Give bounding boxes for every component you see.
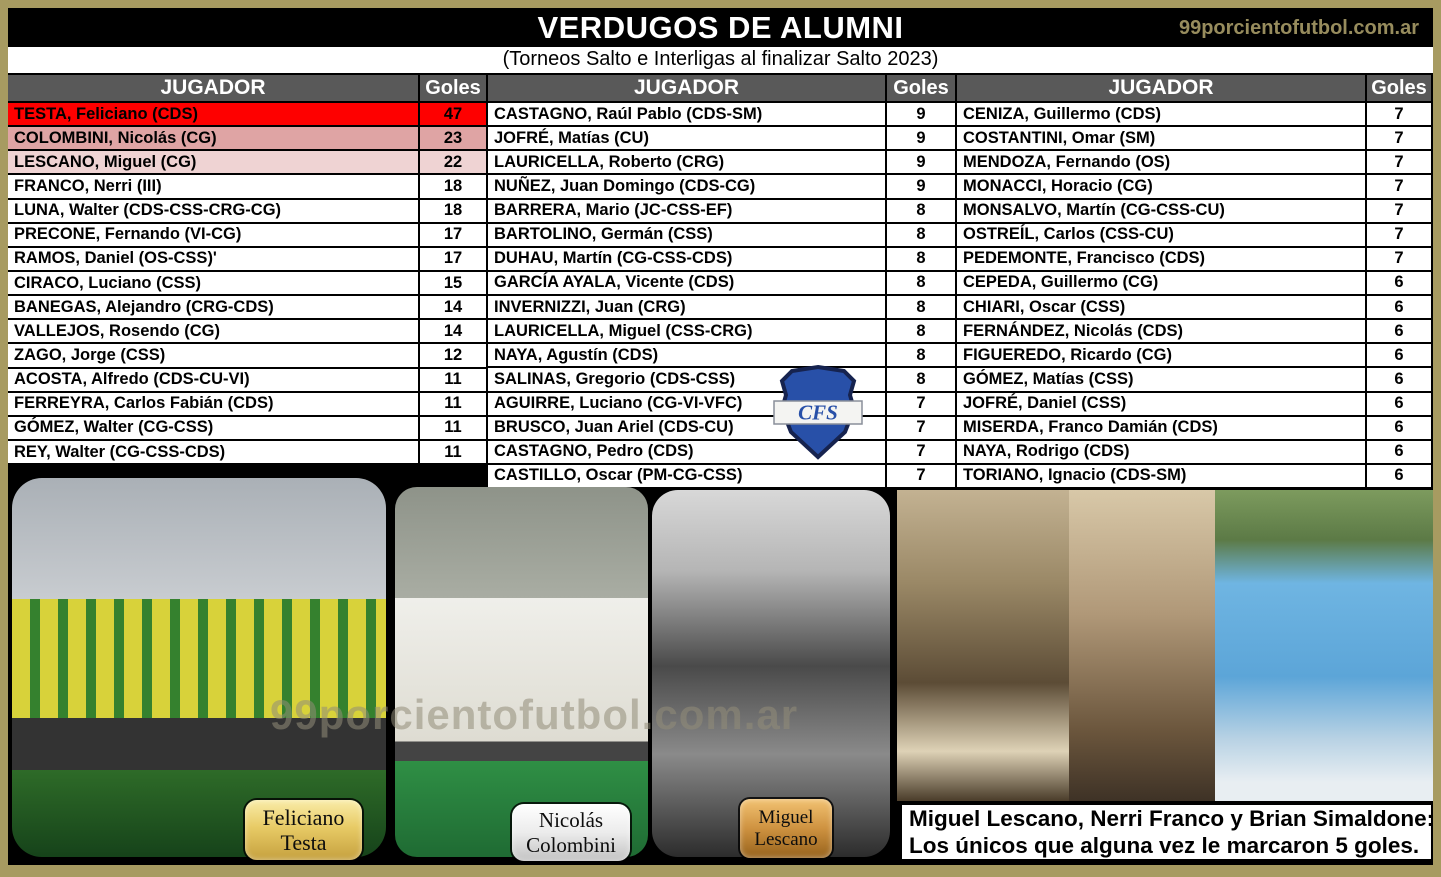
name-plate-lescano	[740, 799, 832, 858]
table-row	[488, 175, 955, 199]
table-row	[957, 441, 1431, 465]
goals-value: 9	[885, 103, 955, 125]
goals-value: 17	[418, 224, 486, 246]
plate-line: Feliciano	[262, 804, 345, 830]
goals-value: 15	[418, 272, 486, 294]
player-name: LESCANO, Miguel (CG)	[8, 151, 418, 173]
player-name: NAYA, Rodrigo (CDS)	[963, 442, 1130, 461]
table-row	[488, 441, 955, 465]
table-row	[957, 248, 1431, 272]
goals-value: 9	[885, 175, 955, 197]
goals-value: 8	[885, 224, 955, 246]
plate-line: Nicolás	[538, 808, 604, 833]
goals-value: 7	[885, 441, 955, 463]
svg-text:CFS: CFS	[798, 400, 838, 425]
player-name: SALINAS, Gregorio (CDS-CSS)	[494, 369, 736, 388]
table-row	[488, 393, 955, 417]
table-row	[957, 103, 1431, 127]
table-row	[957, 344, 1431, 368]
player-name: LAURICELLA, Roberto (CRG)	[494, 152, 725, 171]
table-row	[957, 151, 1431, 175]
player-name: LUNA, Walter (CDS-CSS-CRG-CG)	[14, 201, 282, 220]
player-name: BANEGAS, Alejandro (CRG-CDS)	[14, 297, 274, 316]
table-row	[8, 344, 486, 368]
player-name: PRECONE, Fernando (VI-CG)	[14, 225, 242, 244]
table-row	[488, 200, 955, 224]
player-name: GARCÍA AYALA, Vicente (CDS)	[494, 273, 735, 292]
table-body	[957, 103, 1431, 487]
goals-value: 7	[1365, 127, 1431, 149]
player-name: LAURICELLA, Miguel (CSS-CRG)	[494, 321, 753, 340]
photo-player-with-ball	[1069, 490, 1215, 801]
goals-value: 6	[1365, 368, 1431, 390]
player-column-header: JUGADOR	[633, 76, 739, 99]
player-name: TORIANO, Ignacio (CDS-SM)	[963, 466, 1187, 485]
caption-box	[900, 803, 1433, 861]
table-row	[488, 103, 955, 127]
table-row	[488, 151, 955, 175]
player-name: DUHAU, Martín (CG-CSS-CDS)	[494, 249, 733, 268]
player-name: FIGUEREDO, Ricardo (CG)	[963, 345, 1173, 364]
goals-value: 7	[1365, 103, 1431, 125]
goals-value: 8	[885, 272, 955, 294]
photo-brian-simaldone	[1215, 490, 1433, 801]
table-row	[957, 200, 1431, 224]
player-name: BARTOLINO, Germán (CSS)	[494, 225, 713, 244]
table-row	[957, 368, 1431, 392]
page-title: VERDUGOS DE ALUMNI	[537, 10, 904, 45]
player-name: COSTANTINI, Omar (SM)	[963, 128, 1156, 147]
player-name: CASTAGNO, Pedro (CDS)	[494, 442, 694, 461]
goals-value: 9	[885, 151, 955, 173]
goals-value: 9	[885, 127, 955, 149]
table-row	[8, 441, 486, 463]
goals-value: 8	[885, 344, 955, 366]
table-body	[8, 103, 486, 463]
table-row	[488, 465, 955, 487]
goals-value: 17	[418, 248, 486, 270]
photo-nicolas-colombini	[395, 487, 648, 857]
player-name: VALLEJOS, Rosendo (CG)	[14, 321, 220, 340]
table-row	[488, 224, 955, 248]
scorers-tables	[8, 75, 1433, 487]
player-name: ACOSTA, Alfredo (CDS-CU-VI)	[14, 370, 250, 389]
table-header-row	[8, 75, 486, 103]
goals-value: 12	[418, 344, 486, 366]
table-row	[8, 127, 486, 151]
goals-value: 11	[418, 441, 486, 463]
goals-value: 18	[418, 200, 486, 222]
table-row	[488, 248, 955, 272]
goals-column-header: Goles	[885, 75, 955, 101]
goals-value: 22	[418, 151, 486, 173]
table-row	[957, 296, 1431, 320]
goals-value: 7	[1365, 200, 1431, 222]
table-row	[957, 127, 1431, 151]
goals-value: 7	[1365, 151, 1431, 173]
table-row	[8, 417, 486, 441]
player-name: MISERDA, Franco Damián (CDS)	[963, 418, 1218, 437]
scorers-table-1	[8, 75, 488, 463]
goals-value: 7	[1365, 175, 1431, 197]
goals-value: 6	[1365, 393, 1431, 415]
goals-value: 7	[1365, 248, 1431, 270]
table-row	[957, 272, 1431, 296]
player-name: CEPEDA, Guillermo (CG)	[963, 273, 1159, 292]
goals-value: 11	[418, 369, 486, 391]
table-header-row	[957, 75, 1431, 103]
goals-value: 8	[885, 320, 955, 342]
goals-value: 14	[418, 296, 486, 318]
player-name: CIRACO, Luciano (CSS)	[14, 273, 202, 292]
table-row	[488, 272, 955, 296]
table-row	[488, 417, 955, 441]
goals-value: 8	[885, 248, 955, 270]
player-name: REY, Walter (CG-CSS-CDS)	[14, 442, 226, 461]
table-row	[957, 393, 1431, 417]
player-name: CHIARI, Oscar (CSS)	[963, 297, 1126, 316]
goals-value: 7	[885, 393, 955, 415]
player-name: CENIZA, Guillermo (CDS)	[963, 104, 1162, 123]
player-name: MONSALVO, Martín (CG-CSS-CU)	[963, 201, 1225, 220]
player-name: OSTREÍL, Carlos (CSS-CU)	[963, 225, 1174, 244]
player-name: JOFRÉ, Daniel (CSS)	[963, 394, 1127, 413]
scorers-table-3	[957, 75, 1433, 487]
photo-watermark: 99porcientofutbol.com.ar	[270, 691, 799, 738]
table-row	[957, 224, 1431, 248]
plate-line: Lescano	[754, 828, 818, 850]
goals-value: 23	[418, 127, 486, 149]
subtitle-band	[8, 47, 1433, 75]
table-row	[8, 393, 486, 417]
player-name: CASTILLO, Oscar (PM-CG-CSS)	[494, 466, 743, 485]
player-name: RAMOS, Daniel (OS-CSS)'	[14, 249, 217, 268]
goals-value: 7	[885, 417, 955, 439]
player-name: GÓMEZ, Walter (CG-CSS)	[14, 418, 214, 437]
table-row	[957, 417, 1431, 441]
table-row	[8, 175, 486, 199]
goals-value: 6	[1365, 296, 1431, 318]
table-row	[8, 369, 486, 393]
goals-value: 11	[418, 393, 486, 415]
player-name: MENDOZA, Fernando (OS)	[963, 152, 1171, 171]
table-row	[8, 200, 486, 224]
name-plate-colombini	[512, 804, 630, 861]
table-row	[488, 127, 955, 151]
table-row	[488, 344, 955, 368]
player-name: INVERNIZZI, Juan (CRG)	[494, 297, 686, 316]
player-name: JOFRÉ, Matías (CU)	[494, 128, 649, 147]
goals-column-header: Goles	[1365, 75, 1431, 101]
player-name: PEDEMONTE, Francisco (CDS)	[963, 249, 1206, 268]
player-name: BRUSCO, Juan Ariel (CDS-CU)	[494, 418, 734, 437]
scorers-table-2	[488, 75, 957, 487]
goals-value: 6	[1365, 344, 1431, 366]
table-row	[957, 320, 1431, 344]
table-row	[8, 272, 486, 296]
goals-value: 18	[418, 175, 486, 197]
goals-value: 6	[1365, 417, 1431, 439]
poster-content	[8, 8, 1433, 865]
player-name: MONACCI, Horacio (CG)	[963, 176, 1153, 195]
goals-value: 7	[885, 465, 955, 487]
table-row	[488, 320, 955, 344]
player-name: FERREYRA, Carlos Fabián (CDS)	[14, 394, 274, 413]
goals-column-header: Goles	[418, 75, 486, 101]
table-header-row	[488, 75, 955, 103]
goals-value: 8	[885, 200, 955, 222]
goals-value: 11	[418, 417, 486, 439]
goals-value: 6	[1365, 441, 1431, 463]
table-row	[8, 103, 486, 127]
name-plate-testa	[245, 800, 362, 860]
caption-line-1: Miguel Lescano, Nerri Franco y Brian Simaldone:	[909, 806, 1435, 831]
table-row	[8, 248, 486, 272]
player-name: FRANCO, Nerri (III)	[14, 176, 162, 195]
table-row	[8, 224, 486, 248]
player-name: AGUIRRE, Luciano (CG-VI-VFC)	[494, 394, 743, 413]
photo-nerri-franco	[897, 490, 1069, 801]
cfs-club-badge-icon	[772, 364, 864, 460]
site-watermark: 99porcientofutbol.com.ar	[1178, 17, 1419, 39]
goals-value: 6	[1365, 272, 1431, 294]
plate-line: Miguel	[758, 806, 814, 828]
player-name: CASTAGNO, Raúl Pablo (CDS-SM)	[494, 104, 763, 123]
goals-value: 8	[885, 368, 955, 390]
table-row	[8, 296, 486, 320]
table-row	[8, 320, 486, 344]
goals-value: 8	[885, 296, 955, 318]
goals-value: 47	[418, 103, 486, 125]
caption-line-2: Los únicos que alguna vez le marcaron 5 goles.	[909, 833, 1420, 858]
table-row	[488, 368, 955, 392]
player-name: TESTA, Feliciano (CDS)	[8, 103, 418, 125]
player-column-header: JUGADOR	[1108, 76, 1214, 99]
subtitle: (Torneos Salto e Interligas al finalizar Salto 2023)	[502, 48, 939, 70]
player-name: COLOMBINI, Nicolás (CG)	[8, 127, 418, 149]
plate-line: Colombini	[526, 832, 616, 857]
player-name: NUÑEZ, Juan Domingo (CDS-CG)	[494, 176, 756, 195]
player-name: NAYA, Agustín (CDS)	[494, 345, 659, 364]
table-row	[957, 465, 1431, 487]
table-row	[957, 175, 1431, 199]
player-name: BARRERA, Mario (JC-CSS-EF)	[494, 201, 733, 220]
goals-value: 14	[418, 320, 486, 342]
goals-value: 6	[1365, 465, 1431, 487]
player-name: FERNÁNDEZ, Nicolás (CDS)	[963, 321, 1184, 340]
table-row	[8, 151, 486, 175]
plate-line: Testa	[280, 830, 327, 855]
player-name: GÓMEZ, Matías (CSS)	[963, 369, 1134, 388]
title-bar	[8, 8, 1433, 47]
goals-value: 7	[1365, 224, 1431, 246]
goals-value: 6	[1365, 320, 1431, 342]
photos-strip	[8, 487, 1433, 865]
player-name: ZAGO, Jorge (CSS)	[14, 345, 166, 364]
player-column-header: JUGADOR	[160, 76, 266, 99]
table-row	[488, 296, 955, 320]
table-body	[488, 103, 955, 487]
